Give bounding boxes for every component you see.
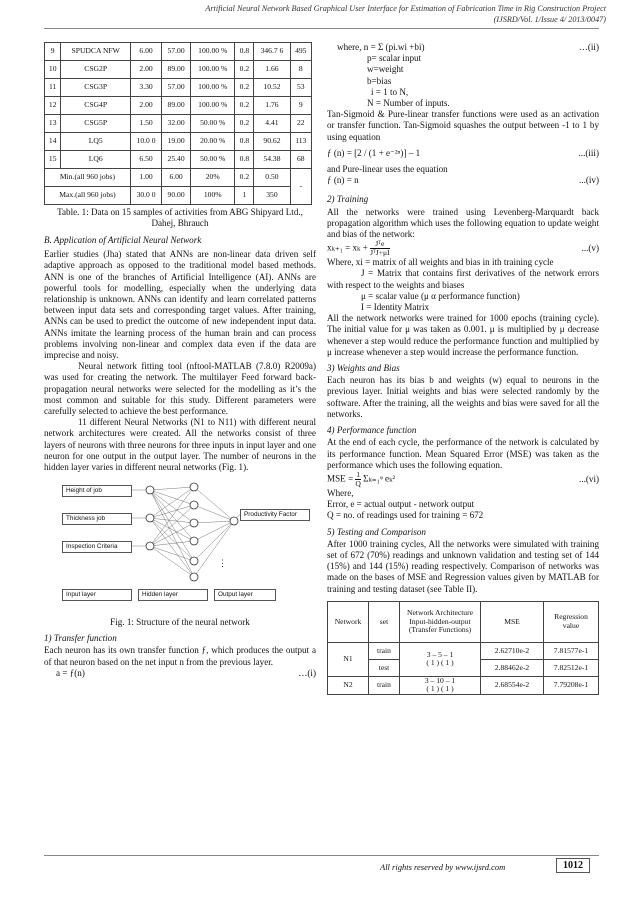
input-thickness-label: Thickness job [62,513,132,525]
connection-line [150,541,194,546]
table1-cell: 50.00 % [190,151,234,169]
table1-cell: 0.2 [235,61,254,79]
connection-line [194,521,234,523]
paragraph-nftool: Neural network fitting tool (nftool-MATLAB (7.8.0) R2009a) was used for creating the network. The multilayer Feed forward back-propagation neural networks were selected for the modelling as it’s the most common and suitable for this study. Different parameters were carefully selected to achieve the best performance. [44,361,316,417]
paragraph-testing: After 1000 training cycles, All the networks were simulated with training set of 672 (70%) readings and unknown validation and testing set of 144 (15%) and 144 (15%) reading respectively. Comparison of networks was made on the bases of MSE and Regression values given by MATLAB for training and testing dataset (see Table II). [327,538,599,594]
table1-cell: 0.8 [235,43,254,61]
table1-row [45,43,312,61]
where-label: Where, [327,487,354,498]
table1-cell: 13 [45,115,61,133]
output-productivity-label: Productivity Factor [240,509,310,521]
table1-cell: 10 [45,61,61,79]
table1-cell: 495 [290,43,311,61]
table1-cell: 14 [45,133,61,151]
ellipsis-mark: ⋮ [218,558,227,569]
connection-line [150,546,194,561]
input-neuron [146,486,154,494]
equation-i: a = ƒ(n) …(i) [56,667,316,678]
table1-cell: 0.2 [235,115,254,133]
paragraph-epochs: All the network networks were trained for 1000 epochs (training cycle). The initial value for μ was taken as 0.001. μ is multiplied by μ decrease whenever a step would reduce the performance function and multiplied by μ increase whenever a step would increase the performance function. [327,313,599,357]
equation-vi: MSE = $\frac{1}{Q}$ Σₖ₌₁ᵠ eₖ² ...(vi) [327,469,599,488]
hidden-neuron [190,483,198,491]
connection-line [150,487,194,518]
performance-heading: 4) Performance function [327,425,417,436]
table1-caption: Table. 1: Data on 15 samples of activities from ABG Shipyard Ltd., Dahej, Bhrauch [57,207,303,228]
input-inspection-label: Inspection Criteria [62,541,132,553]
hidden-neuron [190,519,198,527]
table1-cell: CSG2P [61,61,131,79]
table1-cell: LQ5 [61,133,131,151]
paragraph-tansig: Tan-Sigmoid & Pure-linear transfer functions were used as an activation or transfer function. Tan-Sigmoid squashes the output between -1 to 1 by using equation [327,109,599,142]
paragraph-ann-intro: Earlier studies (Jha) stated that ANNs are non-linear data driven self adaptive approach as opposed to the traditional model based methods. ANN is one of the branches of Artificial Intelligence (AI). ANNs are powerful tools for modelling, especially when the underlying data relationship is unknown. ANNs can identify and learn correlated patterns between input data sets and corresponding target values. After training, ANNs can be used to predict the outcome of new independent input data. ANNs imitate the learning process of the human brain and can process problems involving non-linear and complex data even if the data are imprecise and noisy. [44,249,316,361]
right-column [327,42,599,695]
paragraph-weights: Each neuron has its bias b and weights (w) equal to neurons in the previous layer. Initial weights and bias were selected randomly by the software. After the training, all the weights and bias were saved for all the networks. [327,375,599,419]
table1-cell: 100.00 % [190,97,234,115]
table1-cell: 100.00 % [190,43,234,61]
table1-cell: 9 [290,97,311,115]
table1-cell: 32.00 [162,115,191,133]
connection-line [150,523,194,546]
table2-row-n2-train: N2 train 3 – 10 – 1 ( 1 ) ( 1 ) 2.68554e-2 7.79208e-1 [328,676,599,694]
connection-line [194,521,234,561]
connection-line [194,521,234,577]
neural-network-figure [54,479,310,607]
paragraph-transfer: Each neuron has its own transfer function ƒ, which produces the output a of that neuron based on the net input n from the previous layer. [44,645,316,667]
page-number: 1012 [556,858,590,873]
connection-line [194,505,234,521]
table1-cell: 100.00 % [190,79,234,97]
connection-line [150,490,194,523]
equation-iv: ƒ (n) = n ...(iv) [327,175,599,186]
table1-min-row: Min.(all 960 jobs) 1.00 6.00 20% 0.2 0.50 - [45,169,312,187]
connection-line [194,521,234,541]
table1-cell: 9 [45,43,61,61]
figure1-caption: Fig. 1: Structure of the neural network [110,617,250,628]
table1-cell: 89.00 [162,61,191,79]
connection-line [150,487,194,490]
weights-bias-heading: 3) Weights and Bias [327,363,400,374]
definition-error: Error, e = actual output - network output [327,499,475,510]
table1-cell: 0.2 [235,79,254,97]
connection-line [194,487,234,521]
table1-cell: 0.8 [235,151,254,169]
paragraph-purelin: and Pure-linear uses the equation [327,164,448,175]
table1-cell: 50.00 % [190,115,234,133]
paragraph-where-x: Where, xi = matrix of all weights and bias in ith training cycle [327,257,554,268]
table1-cell: 1.50 [130,115,161,133]
connection-line [150,518,194,561]
table1-cell: CSG5P [61,115,131,133]
table2-header-row: Network set Network Architecture Input-hidden-output (Transfer Functions) MSE Regression value [328,601,599,642]
hidden-neuron [190,501,198,509]
table1-row [45,133,312,151]
hidden-neuron [190,537,198,545]
table1-cell: 89.00 [162,97,191,115]
output-neuron [230,517,238,525]
table1-cell: 0.2 [235,97,254,115]
table1-cell: CSG4P [61,97,131,115]
connection-line [150,505,194,546]
hidden-layer-label: Hidden layer [138,589,208,601]
table1-cell: LQ6 [61,151,131,169]
definition-Q: Q = no. of readings used for training = 672 [327,510,484,521]
definition-I: I = Identity Matrix [361,302,430,313]
table1-cell: 1.66 [254,61,290,79]
table2-row-n1-test: test 2.88462e-2 7.82512e-1 [328,659,599,676]
equation-iii: ƒ (n) = [2 / (1 + e⁻²ⁿ)] – 1 ...(iii) [327,147,599,158]
table1-cell: 68 [290,151,311,169]
table1-cell: 6.50 [130,151,161,169]
table1-cell: 90.62 [254,133,290,151]
data-table-2 [327,601,599,695]
footer-rights: All rights reserved by www.ijsrd.com [380,862,506,872]
table1-cell: 100.00 % [190,61,234,79]
table1-max-row: Max.(all 960 jobs) 30.0 0 90.00 100% 1 350 [45,187,312,205]
hidden-neuron [190,573,198,581]
input-layer-label: Input layer [62,589,132,601]
table1-cell: 11 [45,79,61,97]
definition-J: J = Matrix that contains first derivatives of the network errors with respect to the weights and biases [327,268,599,290]
connection-line [150,518,194,577]
header-title: Artificial Neural Network Based Graphical User Interface for Estimation of Fabrication Time in Rig Construction Project [205,4,606,13]
table1-row [45,61,312,79]
equation-ii: where, n = Σ (pi.wi +bi) …(ii) [337,42,599,52]
table2-row-n1-train: N1 train 3 – 5 – 1 ( 1 ) ( 1 ) 2.62710e-2 7.81577e-1 [328,642,599,659]
table1-cell: 54.38 [254,151,290,169]
table1-cell: 15 [45,151,61,169]
running-header [46,3,606,25]
symbol-definitions: p= scalar input w=weight b=bias i = 1 to N, N = Number of inputs. [367,53,450,109]
paragraph-performance: At the end of each cycle, the performance of the network is calculated by its performance function. Mean Squared Error (MSE) was taken as the performance which uses the following equation. [327,437,599,470]
equation-v-fraction: $\frac{\text{Jᵀe}}{\text{JᵀJ+μI}}$ [370,239,390,258]
transfer-function-heading: 1) Transfer function [44,633,117,644]
equation-v: xₖ₊₁ = xₖ + $\frac{\text{Jᵀe}}{\text{JᵀJ+μI}}$ ...(v) [327,239,599,258]
header-journal: (IJSRD/Vol. 1/Issue 4/ 2013/0047) [493,15,606,24]
table1-cell: 2.00 [130,61,161,79]
table1-cell: 57.00 [162,79,191,97]
connection-line [150,518,194,523]
table1-row [45,115,312,133]
table1-row [45,97,312,115]
training-heading: 2) Training [327,194,369,205]
input-neuron [146,542,154,550]
input-neuron [146,514,154,522]
table1-cell: 25.40 [162,151,191,169]
testing-heading: 5) Testing and Comparison [327,526,426,537]
table1-cell: 20.00 % [190,133,234,151]
table1-cell: 10.52 [254,79,290,97]
table1-cell: 8 [290,61,311,79]
header-rule [44,28,599,29]
table1-cell: 57.00 [162,43,191,61]
input-height-label: Height of job [62,485,132,497]
table1-cell: 346.7 6 [254,43,290,61]
table1-cell: 113 [290,133,311,151]
equation-vi-fraction: $\frac{1}{Q}$ [355,469,361,488]
definition-mu: μ = scalar value (μ α performance function) [361,290,520,301]
table1-cell: 10.0 0 [130,133,161,151]
connection-line [150,487,194,546]
table1-cell: 53 [290,79,311,97]
table1-cell: CSG3P [61,79,131,97]
table1-cell: 4.41 [254,115,290,133]
table1-row [45,79,312,97]
table1-cell: 12 [45,97,61,115]
footer-rule [44,855,599,856]
table1-cell: 6.00 [130,43,161,61]
hidden-neuron [190,557,198,565]
table1-cell: 2.00 [130,97,161,115]
data-table-1 [44,42,312,205]
output-layer-label: Output layer [214,589,276,601]
section-b-heading: B. Application of Artificial Neural Network [44,235,202,245]
table1-cell: 22 [290,115,311,133]
connection-line [150,518,194,541]
table1-cell: 1.76 [254,97,290,115]
table1-cell: 19.00 [162,133,191,151]
connection-line [150,505,194,518]
left-column [44,42,316,679]
table1-cell: 3.30 [130,79,161,97]
table1-cell: 0.8 [235,133,254,151]
table1-row [45,151,312,169]
table1-cell: SPUDCA NFW [61,43,131,61]
paragraph-training: All the networks were trained using Levenberg-Marquardt back propagation algorithm which uses the following equation to update weight and bias of the network: [327,206,599,240]
paragraph-networks: 11 different Neural Networks (N1 to N11) with different neural network architectures were created. All the networks consist of three layers of neurons with three neurons for three inputs in input layer and one neuron for one output in the output layer. The number of neurons in the hidden layer varies in different neural networks (Fig. 1). [44,417,316,473]
